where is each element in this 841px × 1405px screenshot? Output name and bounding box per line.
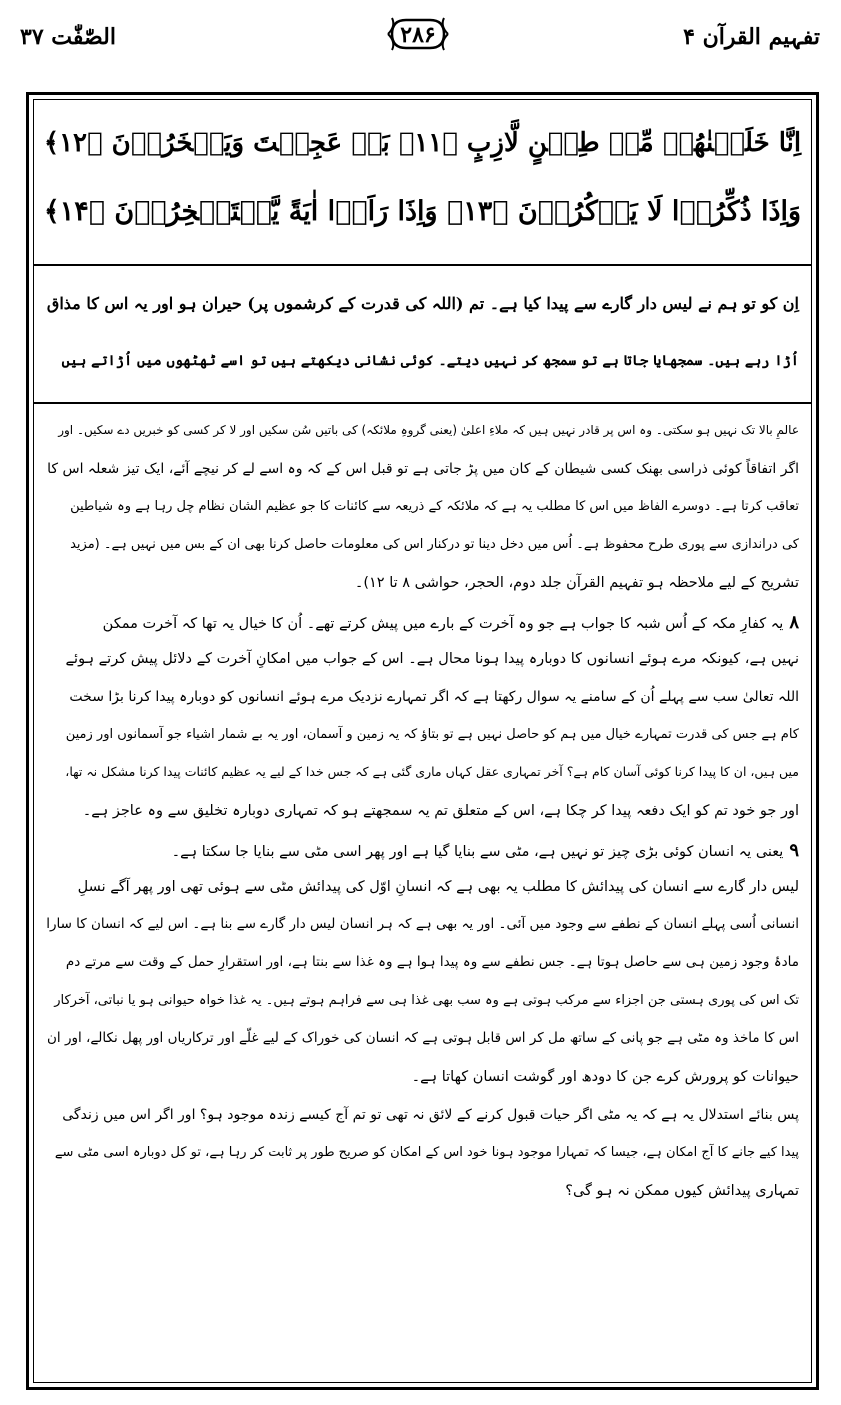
footnote-8-first-line — [46, 614, 799, 632]
translation-line: اِن کو تو ہم نے لیس دار گارے سے پیدا کیا ہے۔ تم (اللہ کی قدرت کے کرشموں پر) حیران ہو اور یہ اس کا مذاق — [46, 294, 799, 313]
commentary-line: اگر اتفاقاً کوئی ذراسی بھنک کسی شیطان کے کان میں پڑ جاتی ہے تو قبل اس کے کہ وہ اسے لے کر نیچے آئے، ایک تیز شعلہ اس کا — [47, 461, 799, 477]
page-header — [14, 10, 826, 62]
footnote-number: ۸ — [789, 612, 799, 633]
commentary-line: پس بنائے استدلال یہ ہے کہ یہ مٹی اگر حیات قبول کرنے کے لائق نہ تھی تو تم آج کیسے زندہ موجود ہو؟ اور اگر اس میں زندگی — [62, 1107, 799, 1123]
commentary-line: اور جو خود تم کو ایک دفعہ پیدا کر چکا ہے، اس کے متعلق تم یہ سمجھتے ہو کہ تمہاری دوبارہ تخلیق سے وہ عاجز ہے۔ — [82, 803, 799, 819]
verse-line: اِنَّا خَلَقۡنٰهُمۡ مِّنۡ طِيۡنٍ لَّازِبٍ ﴿۱۱﴾ بَلۡ عَجِبۡتَ وَيَسۡخَرُوۡنَ ﴿۱۲﴾ — [43, 128, 802, 158]
urdu-translation — [34, 266, 811, 404]
page-number: ۲۸۶ — [400, 22, 436, 48]
footnote-text: یہ کفارِ مکہ کے اُس شبہ کا جواب ہے جو وہ آخرت کے بارے میں پیش کرتے تھے۔ اُن کا خیال یہ تھا کہ آخرت ممکن — [102, 616, 784, 632]
commentary-line: عالمِ بالا تک نہیں ہو سکتی۔ وہ اس پر قادر نہیں ہیں کہ ملاءِ اعلیٰ (یعنی گروہِ ملائکہ) کی باتیں سُن سکیں اور لا کر کسی کو خبریں دے سکیں۔ اور — [58, 423, 799, 437]
commentary-line: لیس دار گارے سے انسان کی پیدائش کا مطلب یہ بھی ہے کہ انسانِ اوّل کی پیدائش مٹی سے ہوئی تھی اور پھر آگے نسلِ — [77, 879, 799, 895]
commentary-line: تشریح کے لیے ملاحظہ ہو تفہیم القرآن جلد دوم، الحجر، حواشی ۸ تا ۱۲)۔ — [354, 575, 799, 591]
commentary-line: میں ہیں، ان کا پیدا کرنا کوئی آسان کام ہے؟ آخر تمہاری عقل کہاں ماری گئی ہے کہ جس خدا کے لیے یہ عظیم کائنات پیدا کرنا مشکل نہ تھا، — [65, 764, 799, 779]
verse-line: وَاِذَا ذُكِّرُوۡا لَا يَذۡكُرُوۡنَ ﴿۱۳﴾ وَاِذَا رَاَوۡا اٰيَةً يَّسۡتَسۡخِرُوۡنَ ﴿۱۴﴾ — [43, 196, 802, 227]
commentary-line: تمہاری پیدائش کیوں ممکن نہ ہو گی؟ — [565, 1183, 799, 1199]
commentary-line: تعاقب کرتا ہے۔ دوسرے الفاظ میں اس کا مطلب یہ ہے کہ ملائکہ کے ذریعہ سے کائنات کا جو عظیم الشان نظام چل رہا ہے وہ شیاطین — [70, 499, 799, 514]
footnote-text: یعنی یہ انسان کوئی بڑی چیز تو نہیں ہے، مٹی سے بنایا گیا ہے اور پھر اسی مٹی سے بنایا جا سکتا ہے۔ — [171, 844, 784, 860]
commentary — [34, 406, 811, 1382]
surah-title: الصّٰفّٰت ۳۷ — [20, 24, 116, 50]
commentary-line: حیوانات کو پرورش کرے جن کا دودھ اور گوشت انسان کھاتا ہے۔ — [411, 1069, 799, 1085]
commentary-line: پیدا کیے جانے کا آج امکان ہے، جیسا کہ تمہارا موجود ہونا خود اس کے امکان کو صریح طور پر ثابت کر رہا ہے، تو کل دوبارہ اسی مٹی سے — [54, 1145, 799, 1160]
page-frame — [26, 92, 819, 1390]
commentary-line: نہیں ہے، کیونکہ مرے ہوئے انسانوں کا دوبارہ پیدا ہونا محال ہے۔ اس کے جواب میں امکانِ آخرت کے دلائل پیش کرتے ہوئے — [65, 651, 799, 667]
inner-frame — [33, 99, 812, 1383]
commentary-line: کی دراندازی سے پوری طرح محفوظ ہے۔ اُس میں دخل دینا تو درکنار اس کی معلومات حاصل کرنا بھی ان کے بس میں نہیں ہے۔ (مزید — [70, 537, 799, 552]
footnote-9-first-line — [46, 842, 799, 860]
translation-line: اُڑا رہے ہیں۔ سمجھایا جاتا ہے تو سمجھ کر نہیں دیتے۔ کوئی نشانی دیکھتے ہیں تو اسے ٹھٹھوں میں اُڑاتے ہیں — [61, 353, 799, 369]
commentary-line: کام ہے جس کی قدرت تمہارے خیال میں ہم کو حاصل نہیں ہے تو بتاؤ کہ یہ زمین و آسمان، اور یہ بے شمار اشیاء جو آسمانوں اور زمین — [65, 727, 799, 742]
commentary-line: مادۂ وجود زمین ہی سے حاصل ہوتا ہے۔ جس نطفے سے وہ پیدا ہوا ہے وہ غذا سے بنتا ہے، اور استقرارِ حمل کے وقت سے مرتے دم — [65, 954, 799, 970]
book-title: تفہیم القرآن ۴ — [683, 24, 820, 50]
footnote-number: ۹ — [789, 840, 799, 861]
commentary-line: تک اس کی پوری ہستی جن اجزاء سے مرکب ہوتی ہے وہ سب بھی غذا ہی سے فراہم ہوتے ہیں۔ یہ غذا خواہ حیوانی ہو یا نباتی، آخرکار — [54, 993, 799, 1008]
commentary-line: انسانی اُسی پہلے انسان کے نطفے سے وجود میں آئی۔ اور یہ بھی ہے کہ ہر انسان لیس دار گارے سے بنا ہے۔ اس لیے کہ انسان کا سارا — [46, 916, 799, 932]
arabic-verses — [34, 100, 811, 266]
commentary-line: اس کا ماخذ وہ مٹی ہے جو پانی کے ساتھ مل کر اس قابل ہوتی ہے کہ انسان کی خوراک کے لیے غلّے اور ترکاریاں اور پھل نکالے، اور ان — [46, 1030, 799, 1046]
commentary-line: اللہ تعالیٰ سب سے پہلے اُن کے سامنے یہ سوال رکھتا ہے کہ اگر تمہارے نزدیک مرے ہوئے انسانوں کو دوبارہ پیدا کرنا بڑا سخت — [69, 689, 799, 705]
page-number-ornament — [386, 14, 450, 54]
